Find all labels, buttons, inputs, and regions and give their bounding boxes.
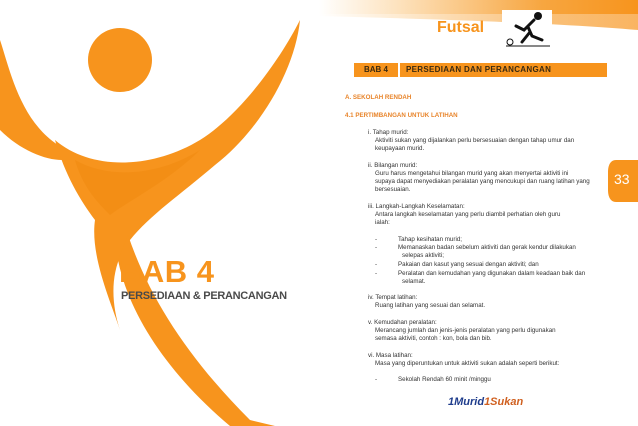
item-i-heading: i. Tahap murid:	[368, 129, 409, 136]
bab-tag: BAB 4	[354, 63, 398, 77]
bullet-dash: -	[375, 376, 378, 383]
bullet-dash: -	[375, 244, 378, 251]
section-a-heading: A. SEKOLAH RENDAH	[345, 94, 412, 101]
chapter-subtitle: PERSEDIAAN & PERANCANGAN	[121, 290, 287, 302]
bullet-4-line2: selamat.	[402, 278, 426, 285]
header-title: Futsal	[437, 19, 485, 36]
item-vi-heading: vi. Masa latihan:	[368, 352, 413, 359]
item-i-line1: Aktiviti sukan yang dijalankan perlu bersesuaian dengan tahap umur dan	[375, 137, 575, 144]
item-vi-line1: Masa yang diperuntukan untuk aktiviti sukan adalah seperti berikut:	[375, 360, 560, 367]
bullet-2-line1: Memanaskan badan sebelum aktiviti dan gerak kendur dilakukan	[398, 244, 576, 251]
bullet-dash: -	[375, 261, 378, 268]
football-kick-icon	[502, 10, 552, 48]
bullet-2-line2: selepas aktiviti;	[402, 252, 444, 259]
item-ii-line3: bersesuaian.	[375, 186, 411, 193]
item-ii-line2: supaya dapat menyediakan peralatan yang mencukupi dan ruang latihan yang	[375, 178, 590, 185]
item-iv-line1: Ruang latihan yang sesuai dan selamat.	[375, 302, 486, 309]
bullet-1: Tahap kesihatan murid;	[398, 236, 462, 243]
item-iii-line1: Antara langkah keselamatan yang perlu diambil perhatian oleh guru	[375, 211, 561, 218]
item-v-line2: semasa aktiviti, contoh : kon, bola dan bib.	[375, 335, 492, 342]
bullet-3: Pakaian dan kasut yang sesuai dengan aktiviti; dan	[398, 261, 539, 268]
section-4-1-heading: 4.1 PERTIMBANGAN UNTUK LATIHAN	[345, 112, 458, 119]
program-logo	[448, 396, 523, 408]
page-number: 33	[614, 171, 630, 187]
bullet-dash: -	[375, 270, 378, 277]
bullet-dash: -	[375, 236, 378, 243]
bullet-4-line1: Peralatan dan kemudahan yang digunakan dalam keadaan baik dan	[398, 270, 586, 277]
item-iii-line2: ialah:	[375, 219, 390, 226]
item-v-heading: v. Kemudahan peralatan:	[368, 319, 437, 326]
logo-part-2: 1Sukan	[484, 396, 524, 408]
figure-head	[88, 28, 152, 92]
bab-title-bar: PERSEDIAAN DAN PERANCANGAN	[400, 63, 607, 77]
figure-left-arm	[0, 40, 62, 160]
item-ii-heading: ii. Bilangan murid:	[368, 162, 418, 169]
item-vi-bullet-1: Sekolah Rendah 60 minit /minggu	[398, 376, 491, 383]
item-ii-line1: Guru harus mengetahui bilangan murid yang akan menyertai aktiviti ini	[375, 170, 569, 177]
item-iii-heading: iii. Langkah-Langkah Keselamatan:	[368, 203, 465, 210]
item-i-line2: keupayaan murid.	[375, 145, 425, 152]
chapter-title: BAB 4	[119, 254, 215, 289]
item-iv-heading: iv. Tempat latihan:	[368, 294, 418, 301]
item-v-line1: Merancang jumlah dan jenis-jenis peralatan yang perlu digunakan	[375, 327, 556, 334]
logo-part-1: 1Murid	[448, 396, 485, 408]
